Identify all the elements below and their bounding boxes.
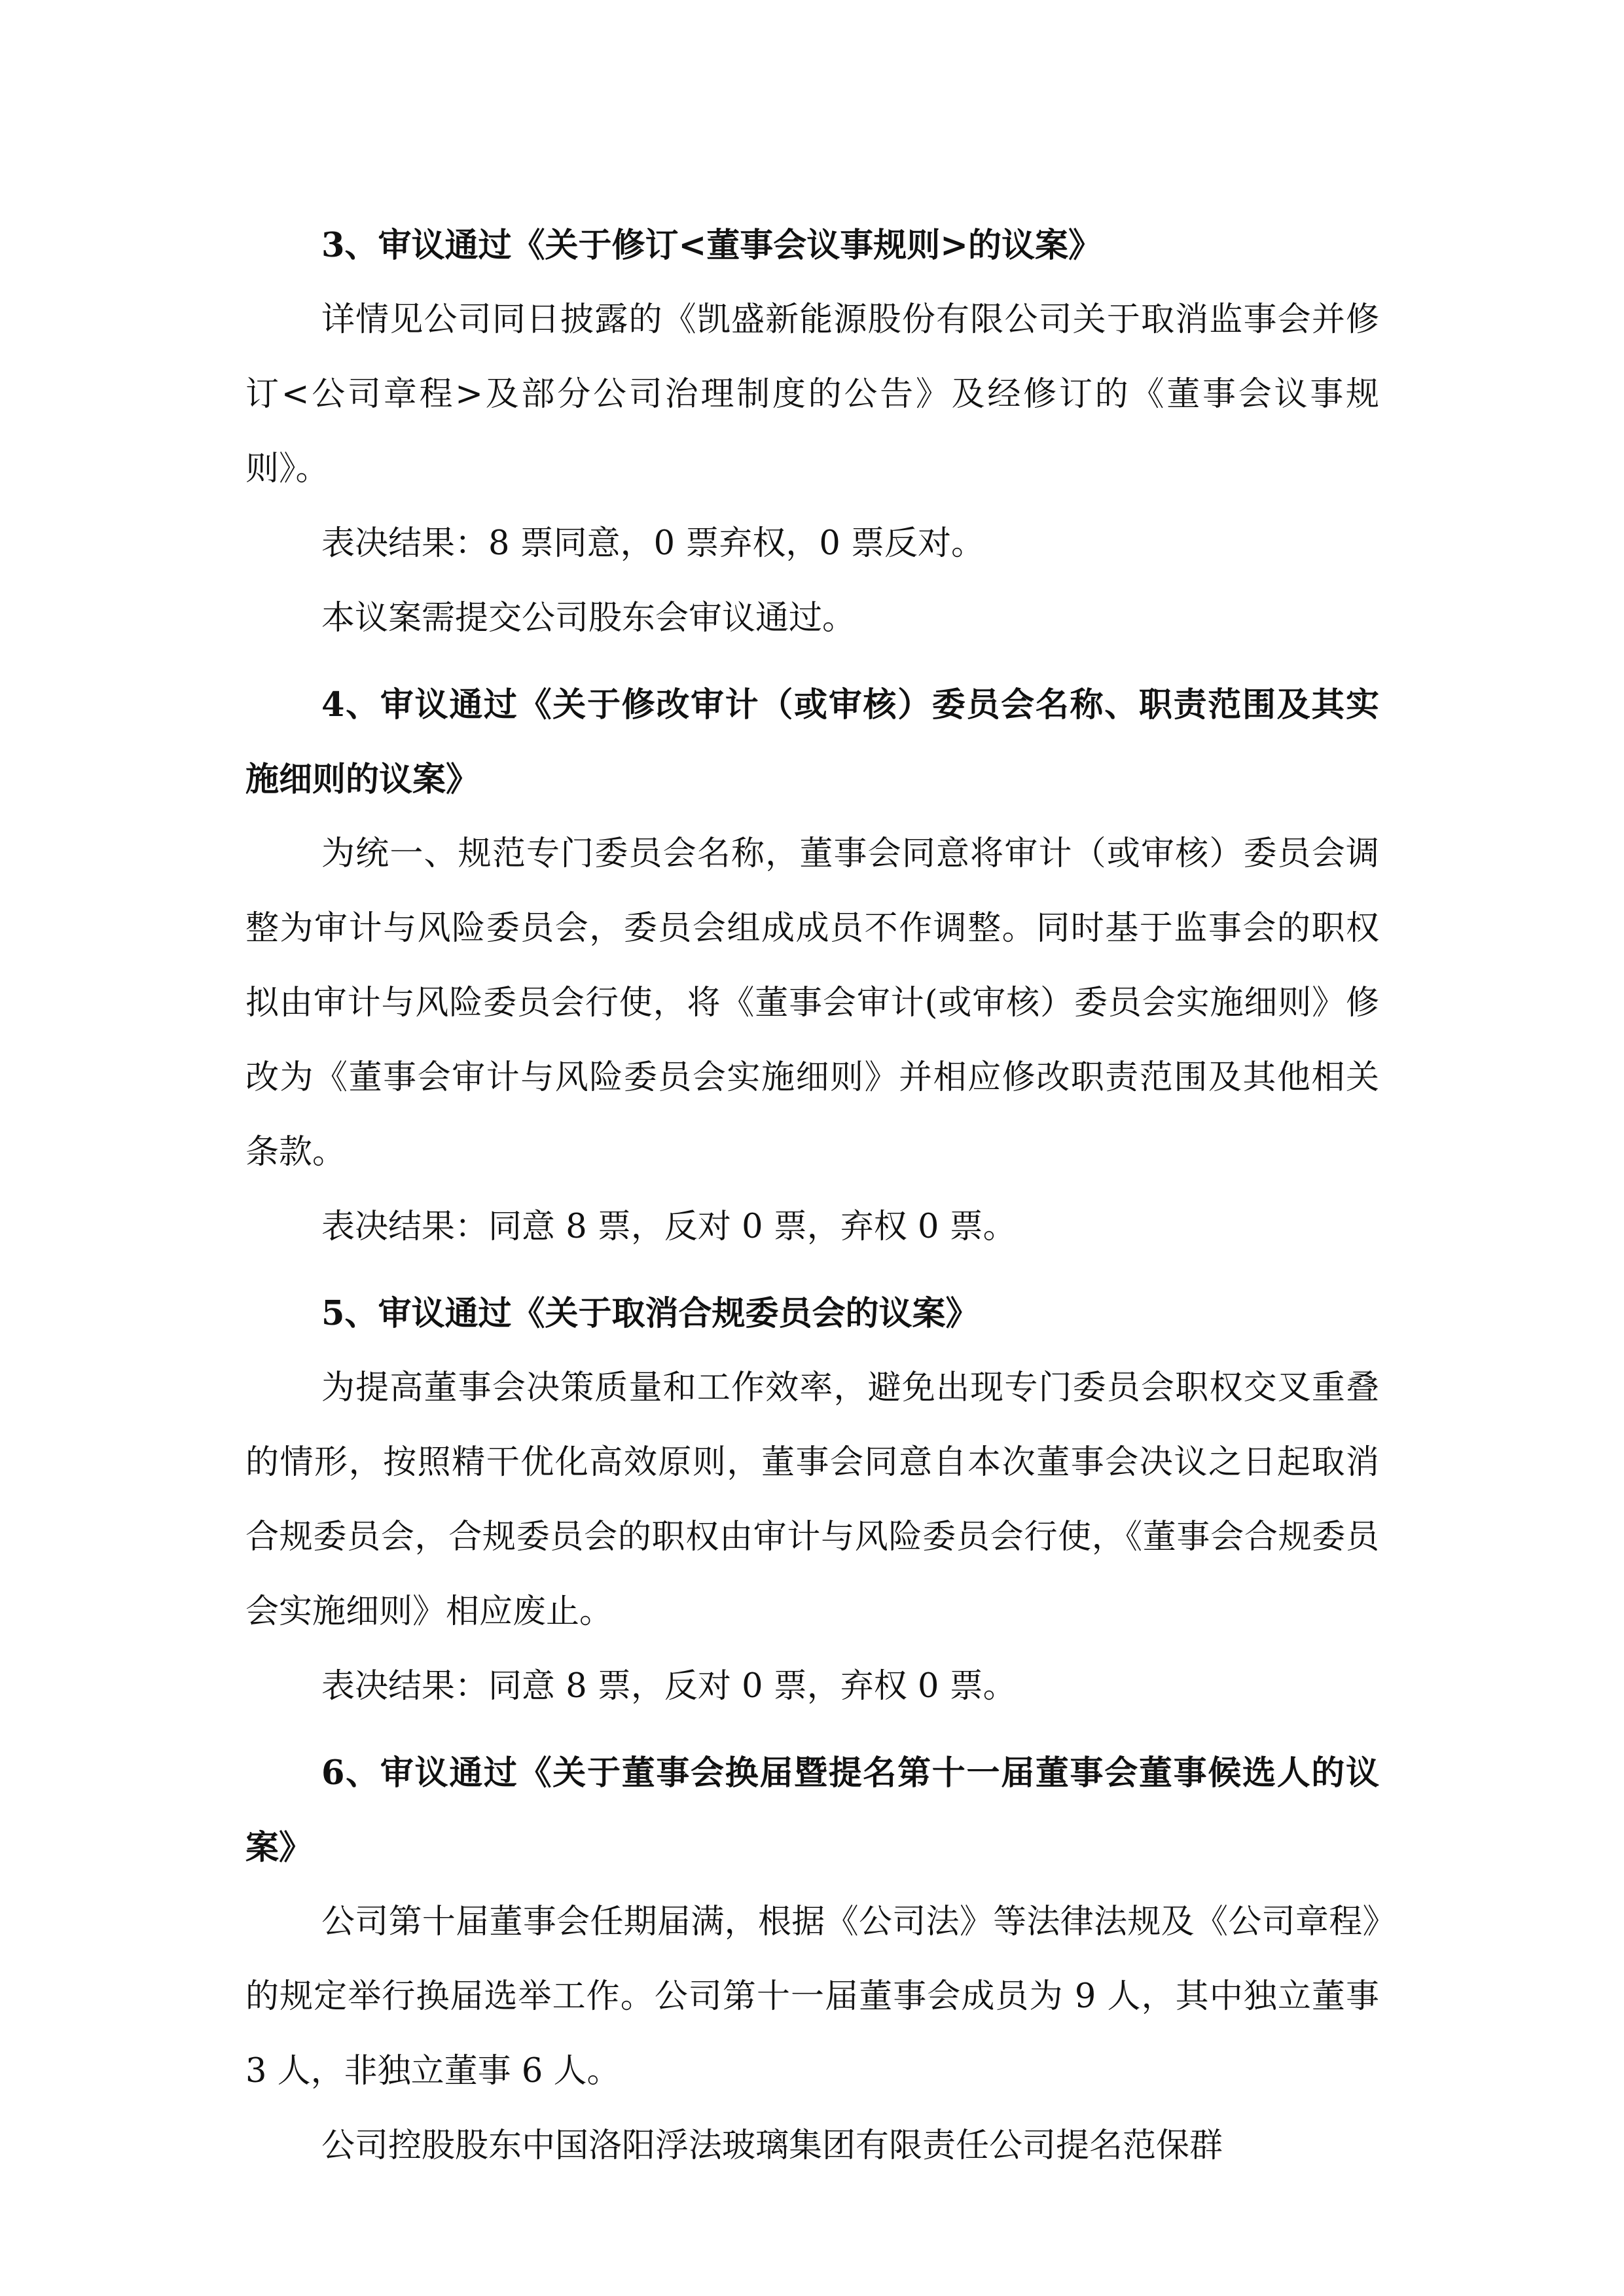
section-4 [245, 668, 1379, 1265]
body-paragraph: 本议案需提交公司股东会审议通过。 [321, 599, 856, 637]
vote-result: 表决结果：同意 8 票，反对 0 票，弃权 0 票。 [321, 1208, 1017, 1246]
document-page [245, 208, 1379, 2183]
section-5 [245, 1276, 1379, 1724]
body-paragraph: 详情见公司同日披露的《凯盛新能源股份有限公司关于取消监事会并修订<公司章程>及部分公司治理制度的公告》及经修订的《董事会议事规则》。 [245, 300, 1379, 488]
vote-result: 表决结果：同意 8 票，反对 0 票，弃权 0 票。 [321, 1667, 1017, 1706]
section-heading: 6、审议通过《关于董事会换届暨提名第十一届董事会董事候选人的议案》 [245, 1753, 1379, 1867]
vote-result: 表决结果：8 票同意，0 票弃权，0 票反对。 [321, 524, 984, 563]
body-paragraph: 为提高董事会决策质量和工作效率，避免出现专门委员会职权交叉重叠的情形，按照精干优化高效原则，董事会同意自本次董事会决议之日起取消合规委员会，合规委员会的职权由审计与风险委员会行使，《董事会合规委员会实施细则》相应废止。 [245, 1369, 1379, 1631]
section-6 [245, 1736, 1379, 2183]
body-paragraph: 为统一、规范专门委员会名称，董事会同意将审计（或审核）委员会调整为审计与风险委员会，委员会组成成员不作调整。同时基于监事会的职权拟由审计与风险委员会行使，将《董事会审计(或审核）委员会实施细则》修改为《董事会审计与风险委员会实施细则》并相应修改职责范围及其他相关条款。 [245, 834, 1379, 1172]
body-paragraph: 公司控股股东中国洛阳浮法玻璃集团有限责任公司提名范保群 [321, 2126, 1223, 2165]
section-heading: 3、审议通过《关于修订<董事会议事规则>的议案》 [321, 226, 1102, 265]
section-heading: 5、审议通过《关于取消合规委员会的议案》 [321, 1294, 979, 1333]
body-paragraph: 公司第十届董事会任期届满，根据《公司法》等法律法规及《公司章程》的规定举行换届选举工作。公司第十一届董事会成员为 9 人，其中独立董事 3 人，非独立董事 6 人。 [245, 1903, 1379, 2090]
section-3 [245, 208, 1379, 656]
section-heading: 4、审议通过《关于修改审计（或审核）委员会名称、职责范围及其实施细则的议案》 [245, 685, 1379, 799]
